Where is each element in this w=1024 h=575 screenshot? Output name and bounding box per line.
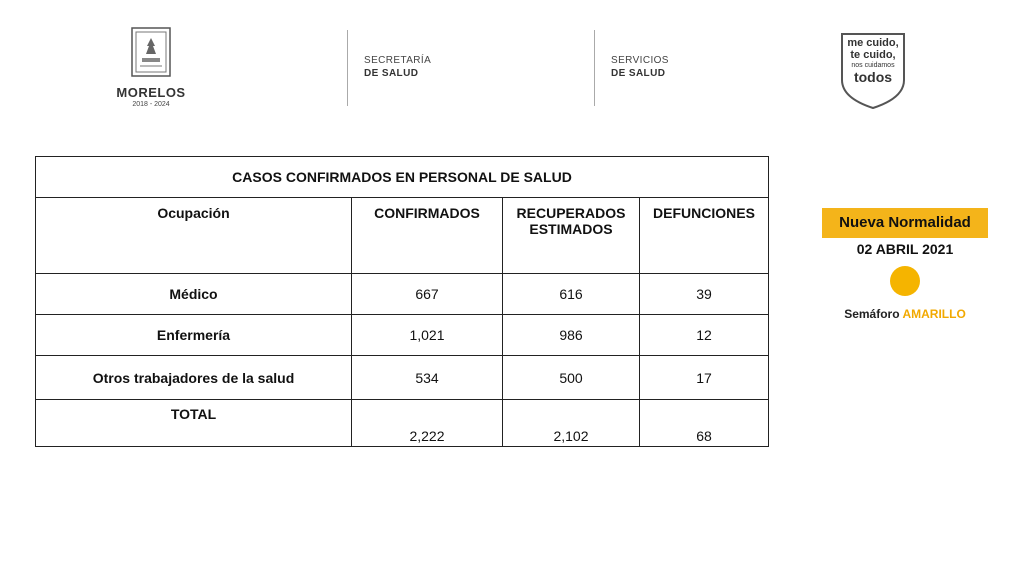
- badge-line1: me cuido,: [847, 37, 899, 49]
- morelos-years: 2018 - 2024: [132, 101, 170, 108]
- semaforo-value: AMARILLO: [902, 307, 966, 321]
- servicios-line1: SERVICIOS: [611, 55, 669, 66]
- cell-confirmados: 667: [352, 274, 503, 315]
- morelos-logo: [114, 26, 188, 110]
- secretaria-line2: DE SALUD: [364, 68, 419, 79]
- campaign-badge: [836, 28, 910, 110]
- cell-recuperados: 986: [503, 315, 640, 356]
- header: [0, 0, 1024, 120]
- semaforo-light-icon: [890, 266, 920, 296]
- table-row: [36, 274, 769, 315]
- table-row: [36, 315, 769, 356]
- row-label: Médico: [36, 274, 352, 315]
- table-title: CASOS CONFIRMADOS EN PERSONAL DE SALUD: [36, 157, 769, 198]
- secretaria-line1: SECRETARÍA: [364, 55, 432, 66]
- semaforo-label: Semáforo: [844, 307, 900, 321]
- cell-defunciones: 12: [640, 315, 769, 356]
- column-header-confirmados: CONFIRMADOS: [352, 198, 503, 274]
- total-defunciones: 68: [640, 400, 769, 447]
- header-divider: [594, 30, 595, 106]
- header-divider: [347, 30, 348, 106]
- badge-line4: todos: [853, 69, 893, 85]
- secretaria-salud-logo: [364, 54, 431, 80]
- table-row: [36, 356, 769, 400]
- state-seal-icon: [130, 26, 172, 78]
- total-confirmados: 2,222: [352, 400, 503, 447]
- column-header-ocupacion: Ocupación: [36, 198, 352, 274]
- total-label: TOTAL: [36, 400, 352, 447]
- cases-table: [35, 156, 769, 447]
- column-header-recuperados: RECUPERADOS ESTIMADOS: [503, 198, 640, 274]
- table-header-row: [36, 198, 769, 274]
- total-recuperados: 2,102: [503, 400, 640, 447]
- servicios-salud-logo: [611, 54, 669, 80]
- status-panel: [822, 208, 988, 321]
- row-label: Enfermería: [36, 315, 352, 356]
- status-banner: Nueva Normalidad: [822, 208, 988, 238]
- column-header-defunciones: DEFUNCIONES: [640, 198, 769, 274]
- status-date: 02 ABRIL 2021: [856, 241, 954, 257]
- badge-line2: te cuido,: [850, 49, 896, 61]
- cell-defunciones: 17: [640, 356, 769, 400]
- morelos-name: MORELOS: [116, 85, 186, 100]
- servicios-line2: DE SALUD: [611, 68, 666, 79]
- cell-recuperados: 616: [503, 274, 640, 315]
- badge-line3: nos cuidamos: [851, 62, 895, 69]
- cell-confirmados: 1,021: [352, 315, 503, 356]
- cell-recuperados: 500: [503, 356, 640, 400]
- semaforo-text: [822, 307, 988, 321]
- row-label: Otros trabajadores de la salud: [36, 356, 352, 400]
- table-total-row: [36, 400, 769, 447]
- cell-confirmados: 534: [352, 356, 503, 400]
- cell-defunciones: 39: [640, 274, 769, 315]
